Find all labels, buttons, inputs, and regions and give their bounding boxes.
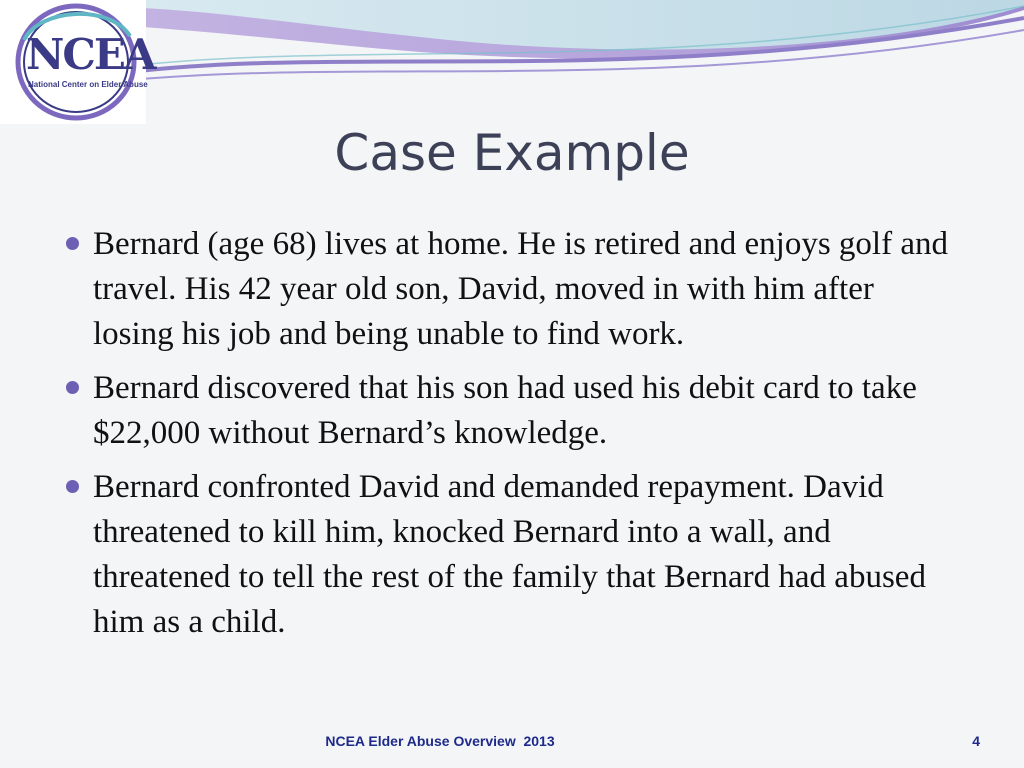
bullet-item — [62, 465, 962, 645]
bullet-text: Bernard (age 68) lives at home. He is retired and enjoys golf and travel. His 42 year old son, David, moved in with him after losing his job and being unable to find work. — [93, 226, 948, 352]
bullet-list — [62, 222, 962, 654]
bullet-dot-icon — [66, 237, 79, 250]
bullet-dot-icon — [66, 480, 79, 493]
logo-subtitle: National Center on Elder Abuse — [28, 80, 148, 89]
slide-title: Case Example — [334, 124, 690, 182]
ncea-logo — [0, 0, 155, 124]
page-number: 4 — [972, 733, 980, 749]
bullet-text: Bernard confronted David and demanded repayment. David threatened to kill him, knocked Bernard into a wall, and threatened to tell the rest of the family that Bernard had abused him as a child. — [93, 469, 926, 640]
footer-text: NCEA Elder Abuse Overview 2013 — [325, 733, 555, 749]
bullet-item — [62, 222, 962, 357]
logo-text: NCEA — [26, 30, 155, 79]
bullet-dot-icon — [66, 381, 79, 394]
bullet-item — [62, 366, 962, 456]
bullet-text: Bernard discovered that his son had used his debit card to take $22,000 without Bernard’s knowledge. — [93, 370, 917, 451]
